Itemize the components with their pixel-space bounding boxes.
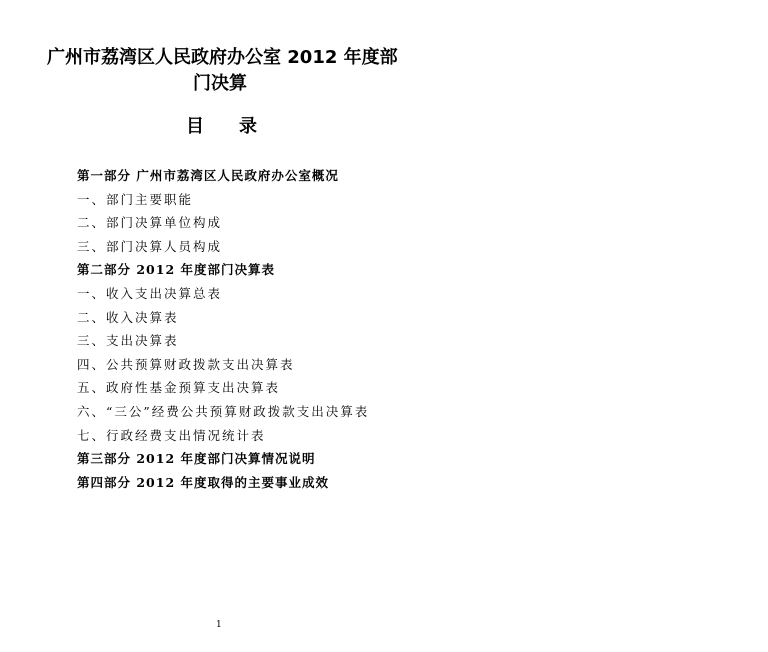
page-number: 1 (216, 620, 222, 630)
toc-item: 四、公共预算财政拨款支出决算表 (77, 356, 295, 372)
toc-part: 第四部分 2012 年度取得的主要事业成效 (77, 474, 329, 490)
document-title-line-1: 广州市荔湾区人民政府办公室 2012 年度部 (47, 47, 398, 68)
toc-item: 一、部门主要职能 (77, 191, 194, 207)
document-title-line-2: 门决算 (193, 73, 247, 94)
table-of-contents-heading: 目录 (186, 116, 292, 137)
toc-part: 第一部分 广州市荔湾区人民政府办公室概况 (77, 168, 339, 183)
toc-item: 三、支出决算表 (77, 333, 179, 349)
toc-part: 第二部分 2012 年度部门决算表 (77, 262, 275, 278)
toc-item: 三、部门决算人员构成 (77, 238, 223, 254)
toc-item: 一、收入支出决算总表 (77, 285, 223, 301)
toc-part: 第三部分 2012 年度部门决算情况说明 (77, 451, 316, 467)
toc-item: 二、部门决算单位构成 (77, 215, 223, 231)
toc-item: 六、“三公”经费公共预算财政拨款支出决算表 (77, 403, 370, 419)
toc-item: 七、行政经费支出情况统计表 (77, 427, 266, 443)
table-of-contents (77, 166, 369, 496)
toc-item: 五、政府性基金预算支出决算表 (77, 380, 281, 396)
toc-item: 二、收入决算表 (77, 309, 179, 325)
